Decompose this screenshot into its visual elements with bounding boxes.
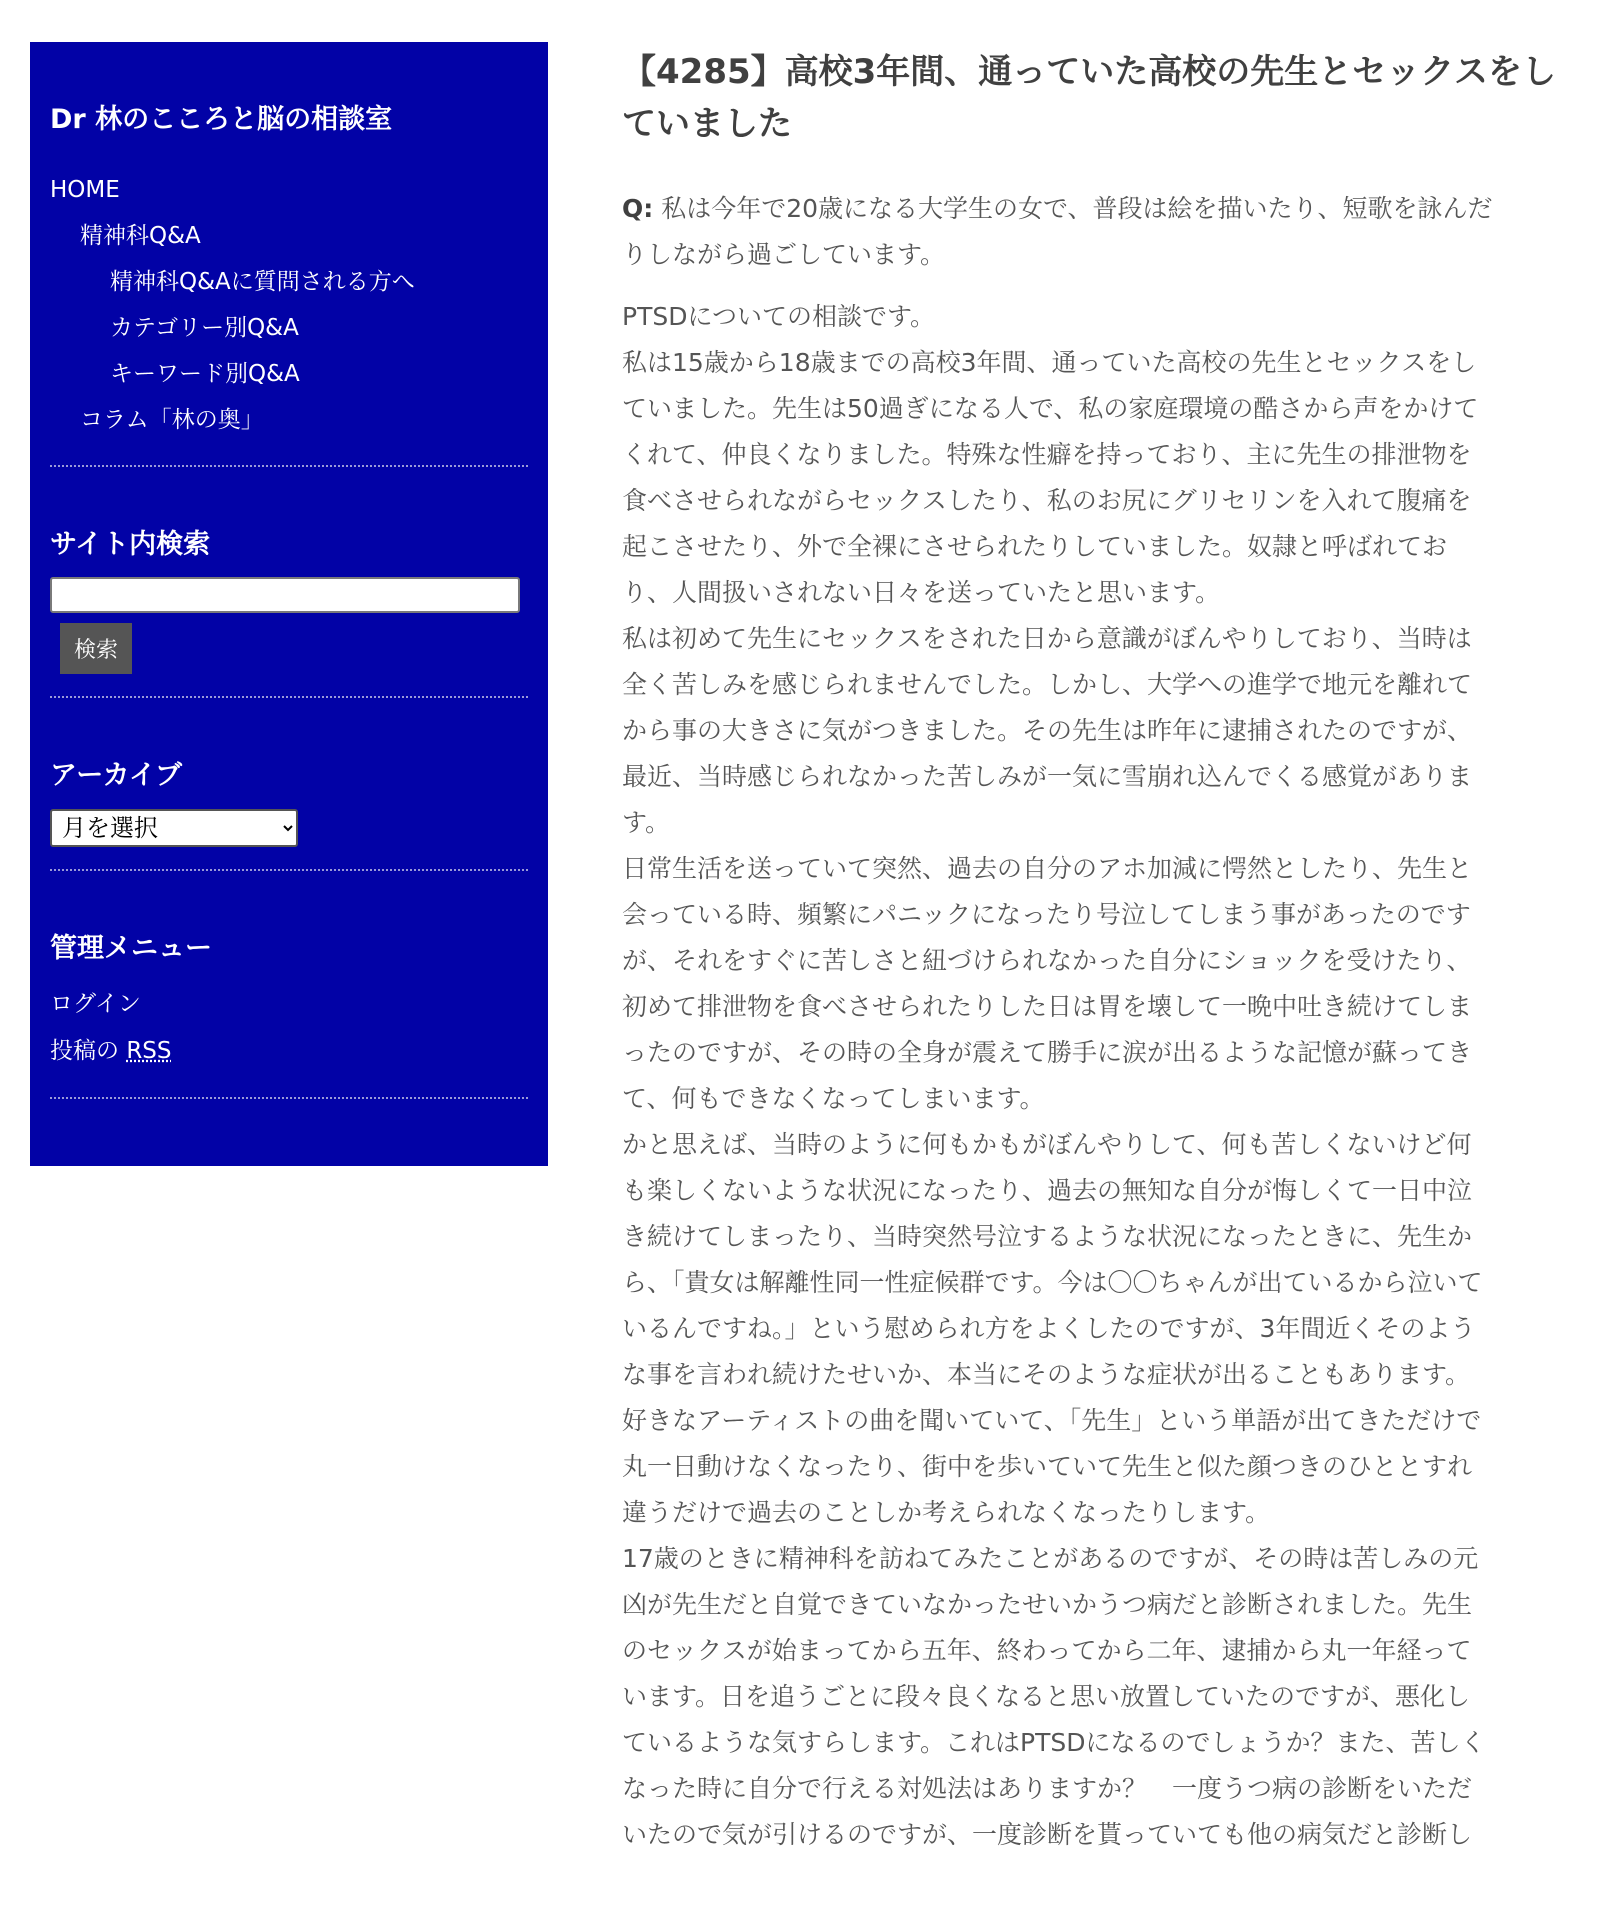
- nav-item-keyword-qa[interactable]: キーワード別Q&A: [110, 361, 300, 388]
- post-title-line-1: 【4285】高校3年間、通っていた高校の先生とセックスをし: [622, 52, 1556, 92]
- question-body-line: 初めて排泄物を食べさせられたりした日は胃を壊して一晩中吐き続けてしま: [622, 992, 1473, 1021]
- question-intro-text: 私は今年で20歳になる大学生の女で、普段は絵を描いたり、短歌を詠んだ: [653, 194, 1493, 223]
- question-body-line: も楽しくないような状況になったり、過去の無知な自分が悔しくて一日中泣: [622, 1176, 1473, 1205]
- question-body-line: て、何もできなくなってしまいます。: [622, 1084, 1045, 1113]
- question-body-line: す。: [622, 808, 671, 837]
- search-widget-title: サイト内検索: [50, 529, 211, 561]
- admin-widget-title: 管理メニュー: [50, 932, 212, 964]
- question-body-line: 全く苦しみを感じられませんでした。しかし、大学への進学で地元を離れて: [622, 670, 1473, 699]
- question-intro-line: りしながら過ごしています。: [622, 240, 946, 269]
- post-title: [622, 46, 1570, 150]
- question-body-line: かと思えば、当時のように何もかもがぼんやりして、何も苦しくないけど何: [622, 1130, 1472, 1159]
- nav-item-home[interactable]: HOME: [50, 177, 120, 204]
- post-body: [622, 186, 1570, 1858]
- divider: [50, 869, 528, 871]
- admin-menu: [50, 981, 528, 1075]
- post-title-line-2: ていました: [622, 104, 792, 144]
- question-body-line: 私は初めて先生にセックスをされた日から意識がぼんやりしており、当時は: [622, 624, 1472, 653]
- question-body: [622, 294, 1570, 1858]
- question-body-line: ていました。先生は50過ぎになる人で、私の家庭環境の酷さから声をかけて: [622, 394, 1479, 423]
- question-body-line: り、人間扱いされない日々を送っていたと思います。: [622, 578, 1221, 607]
- question-body-line: 日常生活を送っていて突然、過去の自分のアホ加減に愕然としたり、先生と: [622, 854, 1473, 883]
- divider: [50, 465, 528, 467]
- nav-item-category-qa[interactable]: カテゴリー別Q&A: [110, 315, 299, 342]
- question-body-line: PTSDについての相談です。: [622, 302, 935, 331]
- question-body-line: くれて、仲良くなりました。特殊な性癖を持っており、主に先生の排泄物を: [622, 440, 1472, 469]
- question-body-line: 食べさせられながらセックスしたり、私のお尻にグリセリンを入れて腹痛を: [622, 486, 1472, 515]
- question-body-line: 私は15歳から18歳までの高校3年間、通っていた高校の先生とセックスをし: [622, 348, 1477, 377]
- nav-item-column[interactable]: コラム「林の奥」: [80, 407, 264, 434]
- question-body-line: ているような気すらします。これはPTSDになるのでしょうか？また、苦しく: [622, 1728, 1486, 1757]
- nav-item-psychiatry-qa[interactable]: 精神科Q&A: [80, 223, 201, 250]
- archive-select[interactable]: [50, 809, 298, 847]
- question-body-line: 会っている時、頻繁にパニックになったり号泣してしまう事があったのです: [622, 900, 1471, 929]
- question-body-line: 好きなアーティストの曲を聞いていて、「先生」という単語が出てきただけで: [622, 1406, 1482, 1435]
- question-body-line: います。日を追うごとに段々良くなると思い放置していたのですが、悪化し: [622, 1682, 1471, 1711]
- question-body-line: いるんですね。」という慰められ方をよくしたのですが、3年間近くそのよう: [622, 1314, 1476, 1343]
- site-title[interactable]: Dr 林のこころと脳の相談室: [50, 104, 393, 135]
- question-body-line: が、それをすぐに苦しさと紐づけられなかった自分にショックを受けたり、: [622, 946, 1472, 975]
- question-body-line: 丸一日動けなくなったり、街中を歩いていて先生と似た顔つきのひととすれ: [622, 1452, 1473, 1481]
- question-body-line: 17歳のときに精神科を訪ねてみたことがあるのですが、その時は苦しみの元: [622, 1544, 1479, 1573]
- main-content: [622, 46, 1570, 1858]
- search-input[interactable]: [50, 577, 520, 613]
- login-link[interactable]: ログイン: [50, 991, 141, 1018]
- archive-widget-title: アーカイブ: [50, 760, 183, 792]
- question-body-line: のセックスが始まってから五年、終わってから二年、逮捕から丸一年経って: [622, 1636, 1472, 1665]
- paragraph-gap: [622, 278, 1570, 294]
- divider: [50, 696, 528, 698]
- question-body-line: 最近、当時感じられなかった苦しみが一気に雪崩れ込んでくる感覚がありま: [622, 762, 1473, 791]
- question-body-line: き続けてしまったり、当時突然号泣するような状況になったときに、先生か: [622, 1222, 1473, 1251]
- divider: [50, 1097, 528, 1099]
- sidebar-nav: [50, 167, 528, 443]
- question-body-line: ら、「貴女は解離性同一性症候群です。今は〇〇ちゃんが出ているから泣いて: [622, 1268, 1483, 1297]
- question-body-line: なった時に自分で行える対処法はありますか？ 一度うつ病の診断をいただ: [622, 1774, 1473, 1803]
- question-intro-line: [622, 186, 1570, 232]
- question-body-line: いたので気が引けるのですが、一度診断を貰っていても他の病気だと診断し: [622, 1820, 1473, 1849]
- question-body-line: 起こさせたり、外で全裸にさせられたりしていました。奴隷と呼ばれてお: [622, 532, 1448, 561]
- q-label: Q:: [622, 194, 654, 223]
- question-body-line: 違うだけで過去のことしか考えられなくなったりします。: [622, 1498, 1271, 1527]
- sidebar: [30, 42, 548, 1166]
- question-body-line: な事を言われ続けたせいか、本当にそのような症状が出ることもあります。: [622, 1360, 1471, 1389]
- nav-item-qa-guide[interactable]: 精神科Q&Aに質問される方へ: [110, 269, 415, 296]
- question-body-line: 凶が先生だと自覚できていなかったせいかうつ病だと診断されました。先生: [622, 1590, 1473, 1619]
- rss-link[interactable]: [50, 1028, 528, 1075]
- question-body-line: ったのですが、その時の全身が震えて勝手に涙が出るような記憶が蘇ってき: [622, 1038, 1473, 1067]
- rss-link-prefix: 投稿の: [50, 1038, 127, 1065]
- question-body-line: から事の大きさに気がつきました。その先生は昨年に逮捕されたのですが、: [622, 716, 1473, 745]
- search-button[interactable]: 検索: [60, 623, 132, 674]
- rss-abbr: RSS: [126, 1038, 172, 1065]
